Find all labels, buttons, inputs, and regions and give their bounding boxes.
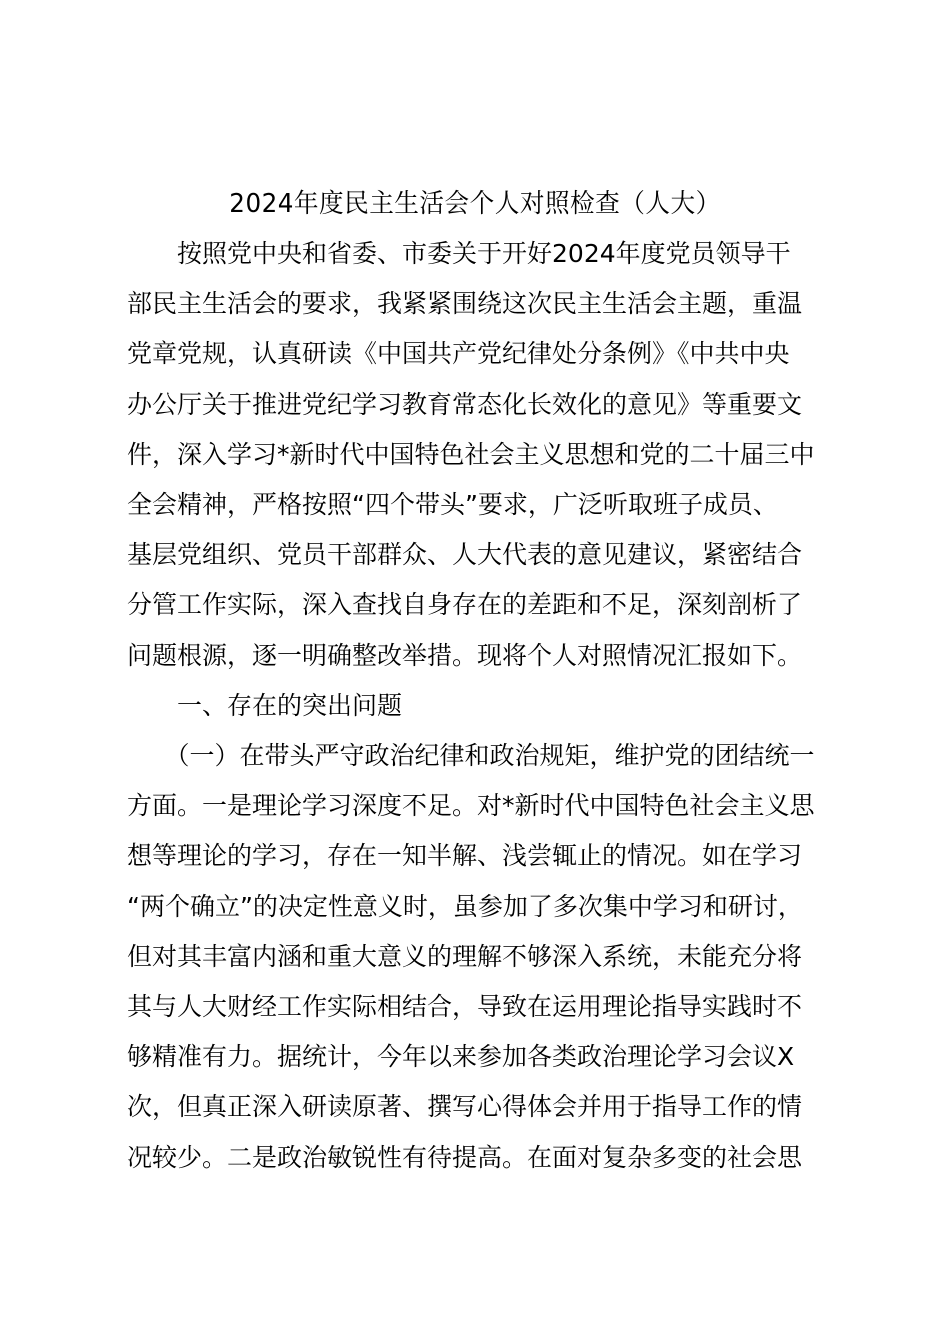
body-text-line: 件，深入学习*新时代中国特色社会主义思想和党的二十届三中 [127, 439, 815, 469]
body-text-line: 方面。一是理论学习深度不足。对*新时代中国特色社会主义思 [127, 791, 815, 821]
body-text-line: 党章党规，认真研读《中国共产党纪律处分条例》《中共中央 [127, 339, 790, 369]
body-text-line: 够精准有力。据统计，今年以来参加各类政治理论学习会议X [127, 1042, 795, 1072]
document-title: 2024年度民主生活会个人对照检查（人大） [229, 189, 721, 219]
body-text-line: 按照党中央和省委、市委关于开好2024年度党员领导干 [127, 239, 791, 268]
body-text-line: 部民主生活会的要求，我紧紧围绕这次民主生活会主题，重温 [127, 289, 803, 319]
body-text-line: 全会精神，严格按照“四个带头”要求，广泛听取班子成员、 [127, 490, 778, 519]
body-text-line: 基层党组织、党员干部群众、人大代表的意见建议，紧密结合 [127, 540, 803, 570]
body-text-line: 次，但真正深入研读原著、撰写心得体会并用于指导工作的情 [127, 1092, 803, 1122]
body-text-line: 其与人大财经工作实际相结合，导致在运用理论指导实践时不 [127, 992, 803, 1021]
body-text-line: “两个确立”的决定性意义时，虽参加了多次集中学习和研讨， [127, 891, 803, 921]
body-text-line: 但对其丰富内涵和重大意义的理解不够深入系统，未能充分将 [127, 941, 803, 971]
body-text-line: 办公厅关于推进党纪学习教育常态化长效化的意见》等重要文 [127, 389, 803, 419]
body-text-line: （一）在带头严守政治纪律和政治规矩，维护党的团结统一 [127, 741, 815, 770]
body-text-line: 想等理论的学习，存在一知半解、浅尝辄止的情况。如在学习 [127, 841, 803, 871]
body-text-line: 一、存在的突出问题 [127, 690, 403, 720]
body-text-line: 问题根源，逐一明确整改举措。现将个人对照情况汇报如下。 [127, 640, 803, 670]
body-text-line: 况较少。二是政治敏锐性有待提高。在面对复杂多变的社会思 [127, 1142, 803, 1172]
body-text-line: 分管工作实际，深入查找自身存在的差距和不足，深刻剖析了 [127, 590, 803, 620]
